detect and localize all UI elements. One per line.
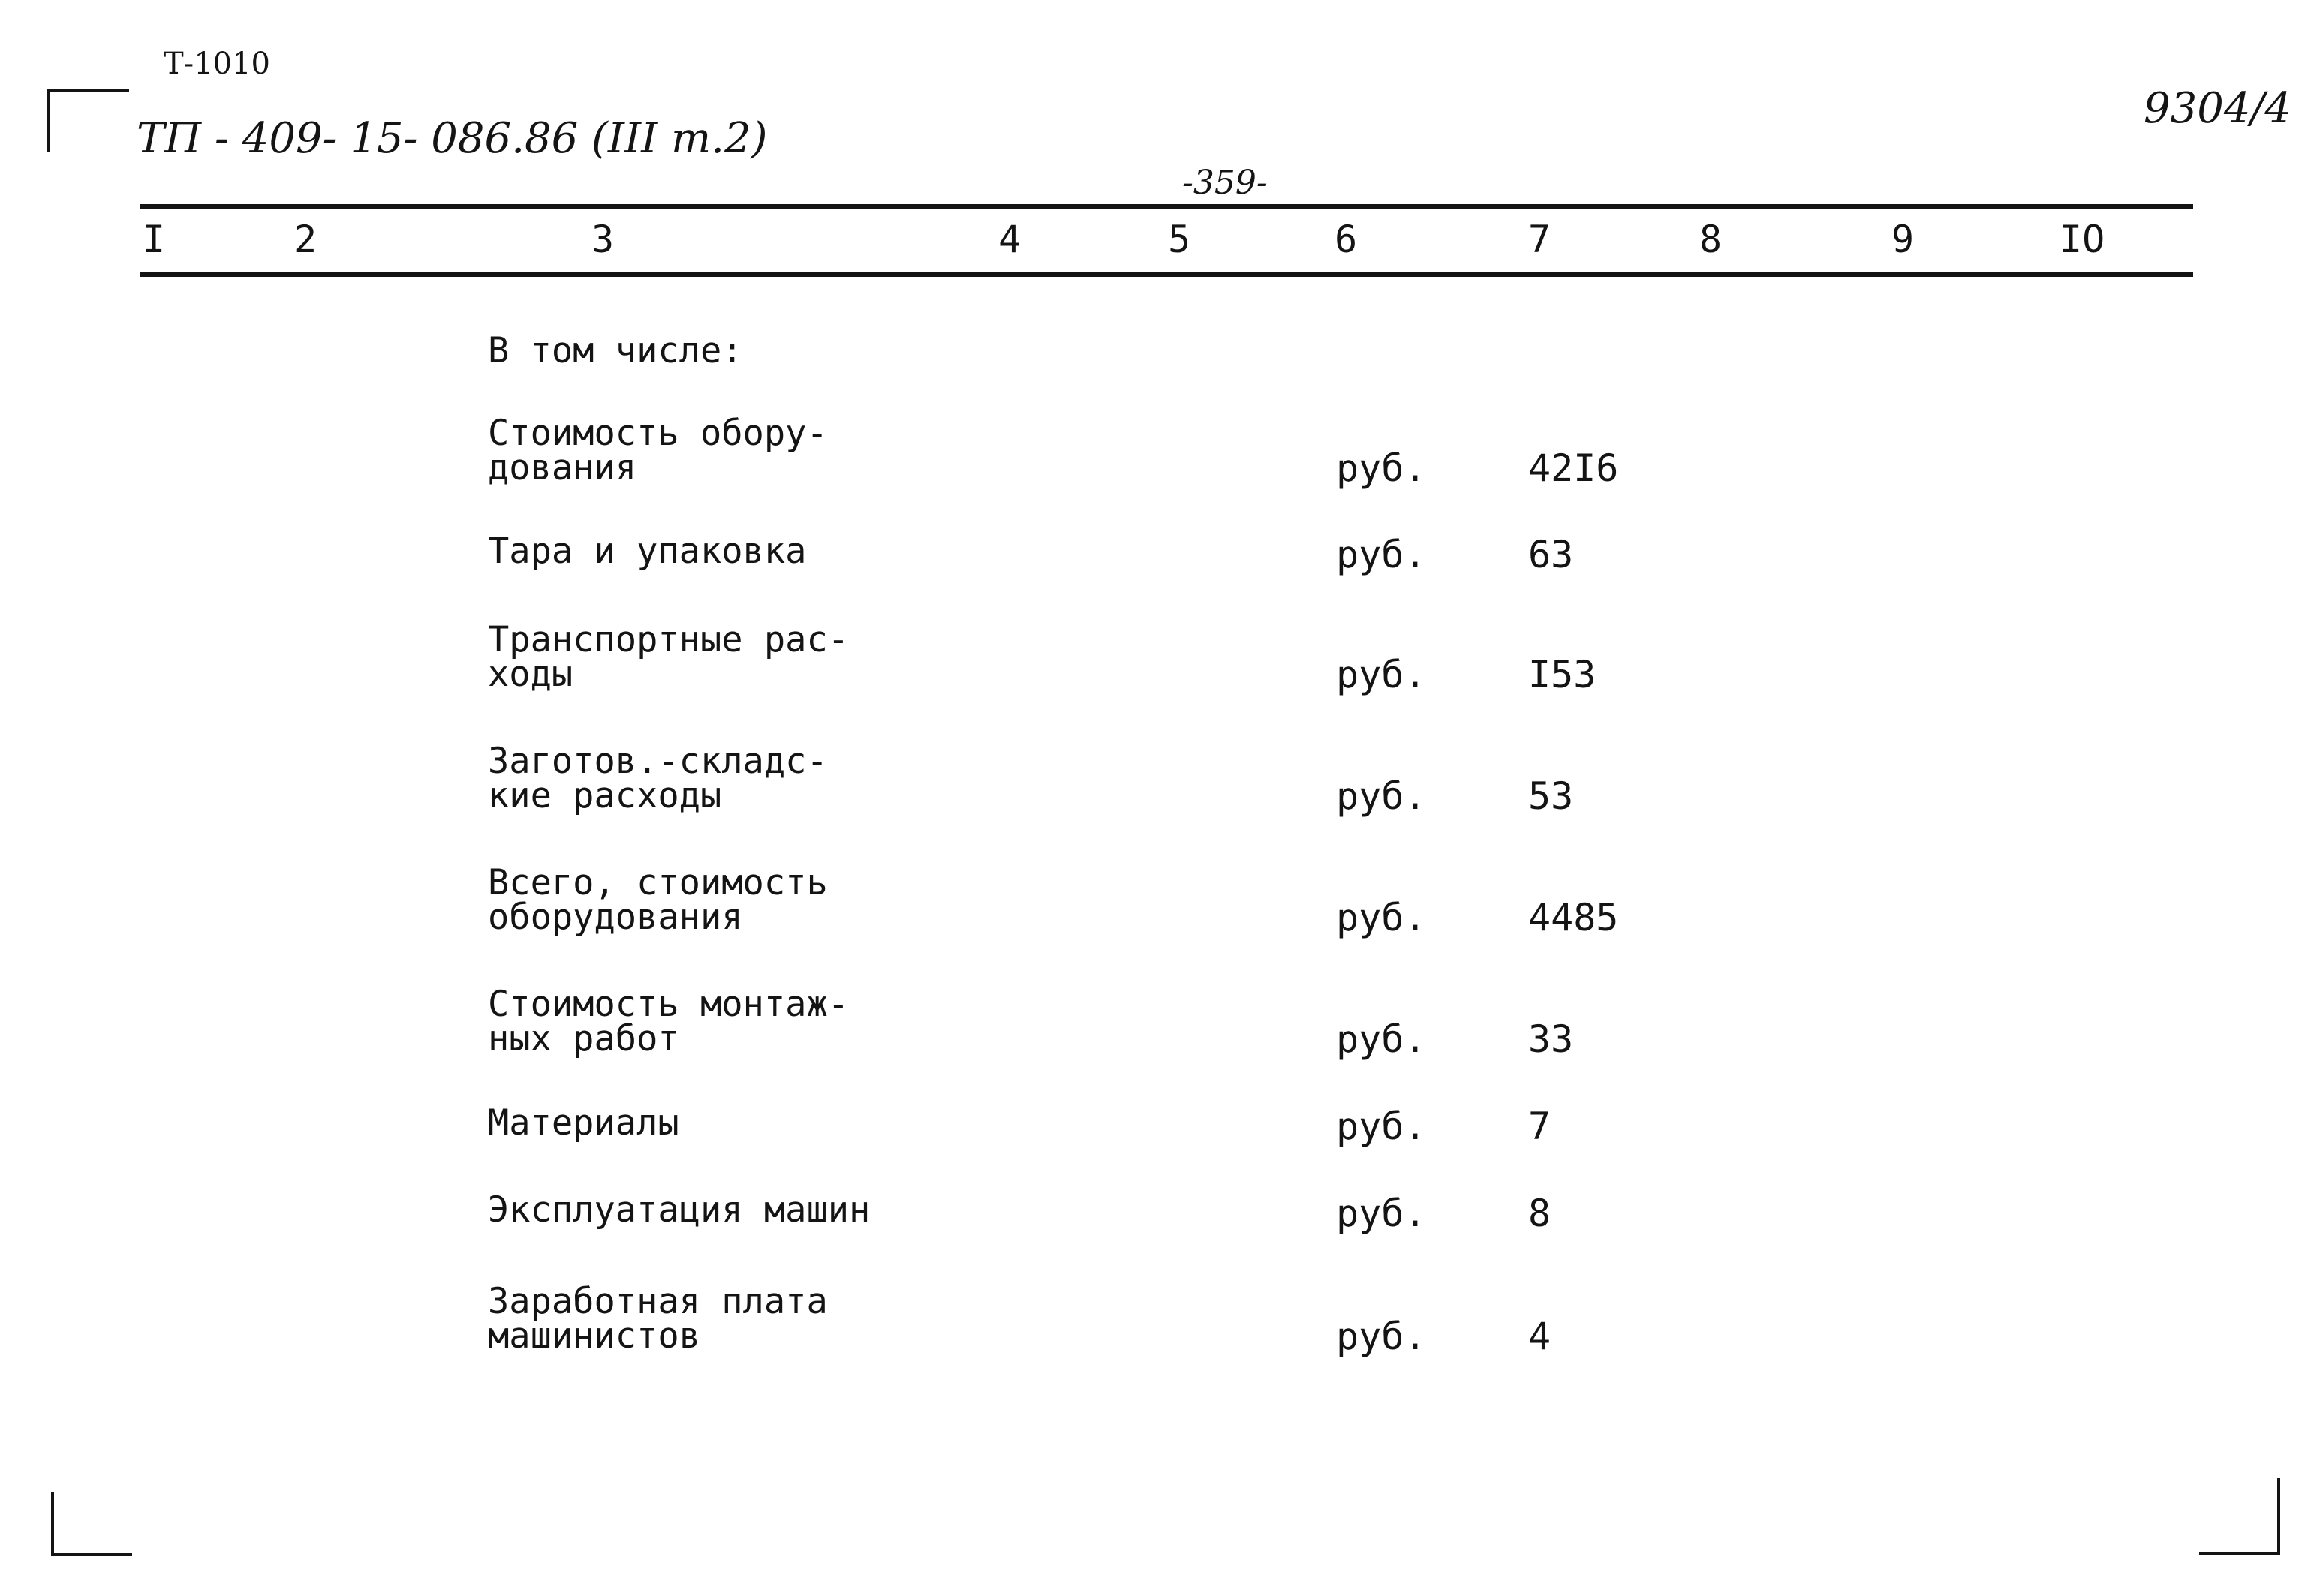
section-heading: В том числе: xyxy=(488,330,743,371)
row-value: 4 xyxy=(1528,1315,1551,1358)
row-unit: руб. xyxy=(1336,1017,1427,1061)
row-unit: руб. xyxy=(1336,533,1427,576)
row-value: 63 xyxy=(1528,533,1574,576)
column-number: I xyxy=(143,218,166,261)
row-unit: руб. xyxy=(1336,1192,1427,1235)
row-value: 7 xyxy=(1528,1105,1551,1148)
row-label: Заработная плата машинистов xyxy=(488,1281,828,1357)
row-label: Всего, стоимость оборудования xyxy=(488,862,828,938)
row-value: 42I6 xyxy=(1528,446,1619,490)
table-header-rule xyxy=(140,272,2193,277)
stamp-code: Т-1010 xyxy=(164,47,270,81)
column-number: 3 xyxy=(591,218,615,261)
corner-mark-bottom-right xyxy=(2199,1478,2280,1555)
document-code: ТП - 409- 15- 086.86 (III т.2) xyxy=(137,114,768,163)
column-number: IO xyxy=(2060,218,2105,261)
row-unit: руб. xyxy=(1336,1315,1427,1358)
row-value: 33 xyxy=(1528,1017,1574,1061)
column-number: 6 xyxy=(1335,218,1358,261)
row-value: I53 xyxy=(1528,653,1596,696)
table-top-rule xyxy=(140,204,2193,209)
row-value: 53 xyxy=(1528,774,1574,818)
row-unit: руб. xyxy=(1336,896,1427,939)
row-unit: руб. xyxy=(1336,774,1427,818)
row-unit: руб. xyxy=(1336,1105,1427,1148)
row-label: Тара и упаковка xyxy=(488,530,807,572)
column-number: 8 xyxy=(1699,218,1723,261)
row-label: Стоимость обору- дования xyxy=(488,413,828,488)
column-number: 4 xyxy=(998,218,1022,261)
row-label: Заготов.-складс- кие расходы xyxy=(488,741,828,816)
column-number: 2 xyxy=(294,218,317,261)
row-value: 8 xyxy=(1528,1192,1551,1235)
row-label: Материалы xyxy=(488,1102,679,1144)
corner-mark-bottom-left xyxy=(51,1492,132,1556)
row-label: Эксплуатация машин xyxy=(488,1189,871,1231)
archive-number: 9304/4 xyxy=(2144,84,2292,133)
column-number: 7 xyxy=(1528,218,1551,261)
row-label: Транспортные рас- ходы xyxy=(488,619,850,695)
column-number: 5 xyxy=(1168,218,1191,261)
row-unit: руб. xyxy=(1336,653,1427,696)
corner-mark-top-left xyxy=(47,89,129,152)
page-number: -359- xyxy=(1182,164,1268,202)
row-value: 4485 xyxy=(1528,896,1619,939)
row-unit: руб. xyxy=(1336,446,1427,490)
row-label: Стоимость монтаж- ных работ xyxy=(488,984,850,1059)
column-number: 9 xyxy=(1891,218,1915,261)
